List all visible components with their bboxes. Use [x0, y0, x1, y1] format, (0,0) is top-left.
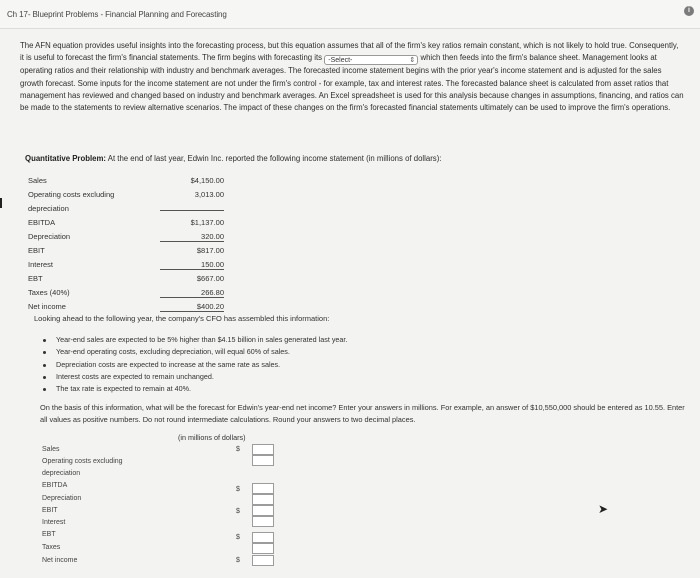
quantitative-text: At the end of last year, Edwin Inc. reported the following income statement (in millions of dollars): — [107, 154, 442, 163]
is-rule-1 — [160, 210, 224, 211]
input-ebt[interactable] — [252, 532, 274, 543]
is-value-taxes: 266.80 — [201, 288, 224, 297]
answer-label-depreciation-cont: depreciation — [42, 470, 81, 477]
is-label-ebit: EBIT — [28, 246, 45, 255]
answer-label-taxes: Taxes — [42, 544, 61, 551]
answer-label-sales: Sales — [42, 446, 60, 453]
is-rule-5 — [160, 311, 224, 312]
input-ebitda[interactable] — [252, 483, 274, 494]
input-operating-costs[interactable] — [252, 455, 274, 466]
intro-text-part2: which then feeds into the firm's balance sheet. Management looks at operating ratios and their relationship with industry and benchmark averages. The forecasted income statement begins with the prior year's income statement and is adjusted for the sales growth forecast. Some inputs for the income statement are not under the firm's control - for example, tax and interest rates. The forecasted balance sheet is calculated from asset ratios that management has reviewed and changed based on industry and benchmark averages. An Excel spreadsheet is used for this analysis because changes in assumptions, financing, and ratios can be made to the statements to review alternative scenarios. The impact of these changes on the firm's forecasted financial statements ultimately can be used to improve the firm's operations. — [20, 53, 684, 113]
answer-label-opcosts: Operating costs excluding — [42, 458, 123, 465]
is-value-ebit: $817.00 — [196, 246, 224, 255]
answer-label-net-income: Net income — [42, 557, 78, 564]
is-value-net-income: $400.20 — [196, 302, 224, 311]
dollar-sign: $ — [236, 486, 240, 493]
intro-text-part1: The AFN equation provides useful insights into the forecasting process, but this equation assumes that all of the firm's key ratios remain constant, which is not likely to hold true. Consequently, it is useful to forecast the firm's financial statements. The firm begins with forecasting its — [20, 41, 679, 63]
input-net-income[interactable] — [252, 555, 274, 566]
statement-select[interactable] — [324, 55, 418, 65]
is-label-opcosts: Operating costs excluding — [28, 190, 115, 199]
list-item: Year-end sales are expected to be 5% higher than $4.15 billion in sales generated last year. — [40, 334, 347, 346]
select-arrows-icon: ⇕ — [409, 57, 416, 65]
is-label-ebitda: EBITDA — [28, 218, 56, 227]
is-value-depreciation: 320.00 — [201, 232, 224, 241]
answer-label-ebit: EBIT — [42, 507, 58, 514]
is-rule-3 — [160, 269, 224, 270]
is-label-ebt: EBT — [28, 274, 43, 283]
quantitative-problem — [25, 154, 441, 163]
is-value-ebitda: $1,137.00 — [190, 218, 224, 227]
is-value-opcosts: 3,013.00 — [194, 190, 224, 199]
answer-label-depreciation: Depreciation — [42, 495, 82, 502]
header-bar — [0, 0, 700, 29]
dollar-sign: $ — [236, 557, 240, 564]
assignment-title: Ch 17- Blueprint Problems - Financial Planning and Forecasting — [7, 10, 227, 19]
info-icon[interactable]: i — [684, 6, 694, 16]
input-sales[interactable] — [252, 444, 274, 455]
problem-content — [0, 28, 700, 578]
is-label-interest: Interest — [28, 260, 54, 269]
intro-paragraph — [20, 40, 684, 114]
input-ebit[interactable] — [252, 505, 274, 516]
question-text: On the basis of this information, what will be the forecast for Edwin's year-end net income? Enter your answers in millions. For example, an answer of $10,550,000 should be entered as 10.55. Enter all values as positive numbers. Do not round intermediate calculations. Round your answers to two decimal places. — [40, 403, 685, 424]
select-value: -Select- — [328, 57, 353, 65]
is-rule-4 — [160, 297, 224, 298]
is-label-taxes: Taxes (40%) — [28, 288, 70, 297]
list-item: Year-end operating costs, excluding depreciation, will equal 60% of sales. — [40, 346, 347, 358]
dollar-sign: $ — [236, 508, 240, 515]
looking-ahead-text: Looking ahead to the following year, the company's CFO has assembled this information: — [34, 314, 330, 323]
answer-label-ebt: EBT — [42, 531, 56, 538]
input-interest[interactable] — [252, 516, 274, 527]
answer-label-ebitda: EBITDA — [42, 482, 68, 489]
is-value-interest: 150.00 — [201, 260, 224, 269]
is-label-sales: Sales — [28, 176, 47, 185]
cfo-assumptions-list — [40, 334, 347, 395]
dollar-sign: $ — [236, 534, 240, 541]
input-depreciation[interactable] — [252, 494, 274, 505]
dollar-sign: $ — [236, 446, 240, 453]
is-value-ebt: $667.00 — [196, 274, 224, 283]
list-item: The tax rate is expected to remain at 40%. — [40, 383, 347, 395]
is-rule-2 — [160, 241, 224, 242]
list-item: Interest costs are expected to remain unchanged. — [40, 371, 347, 383]
quantitative-label: Quantitative Problem: — [25, 154, 107, 163]
answer-column-header: (in millions of dollars) — [178, 433, 246, 442]
is-label-depreciation-cont: depreciation — [28, 204, 69, 213]
list-item: Depreciation costs are expected to increase at the same rate as sales. — [40, 359, 347, 371]
is-value-sales: $4,150.00 — [190, 176, 224, 185]
mouse-cursor-icon: ➤ — [598, 502, 609, 516]
input-taxes[interactable] — [252, 543, 274, 554]
is-label-depreciation: Depreciation — [28, 232, 71, 241]
is-label-net-income: Net income — [28, 302, 66, 311]
answer-label-interest: Interest — [42, 519, 66, 526]
